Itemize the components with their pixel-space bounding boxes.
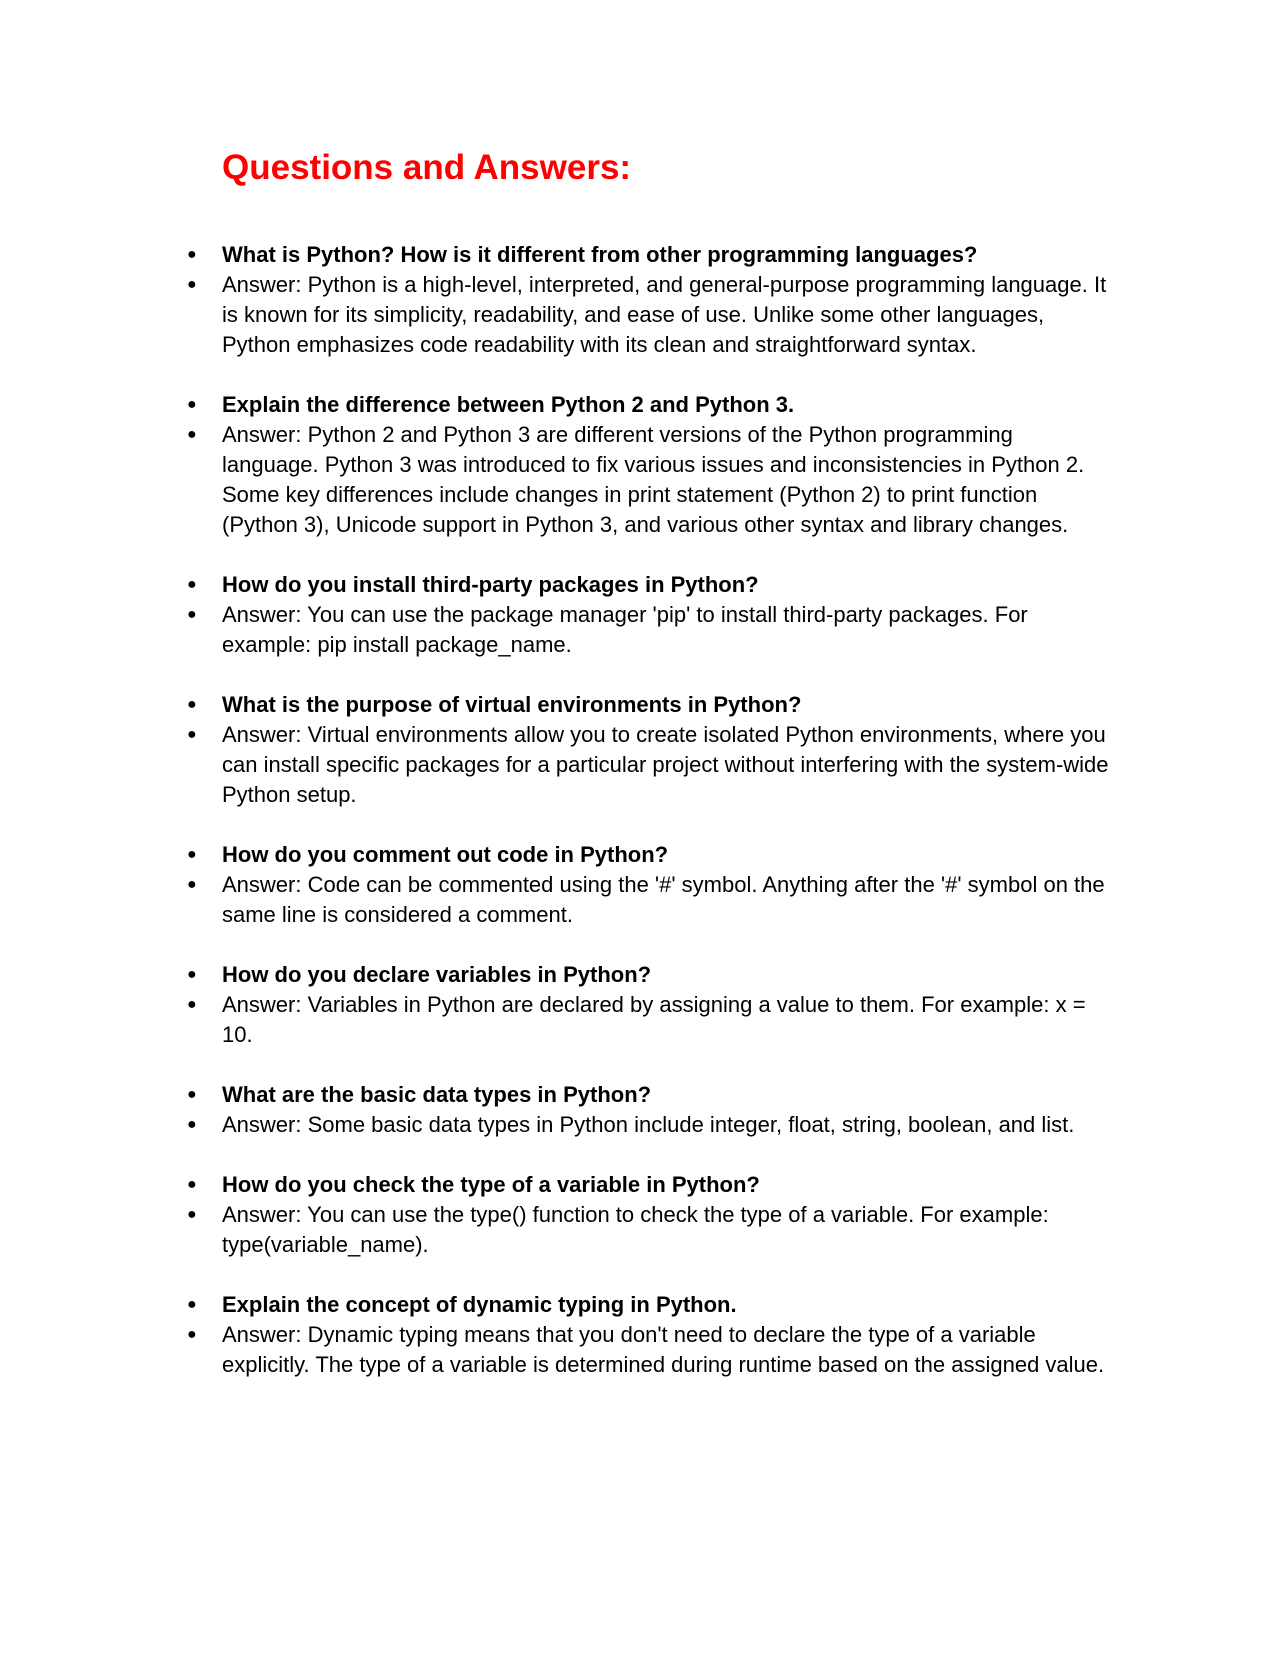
question-text: What is Python? How is it different from other programming languages? (222, 242, 978, 267)
bullet-icon: ● (187, 606, 197, 623)
question-text: Explain the difference between Python 2 and Python 3. (222, 392, 795, 417)
bullet-icon: ● (187, 246, 197, 263)
bullet-icon: ● (187, 696, 197, 713)
bullet-icon: ● (187, 396, 197, 413)
bullet-icon: ● (187, 846, 197, 863)
question-line (0, 240, 1112, 270)
page-title: Questions and Answers: (222, 148, 632, 187)
qa-item (0, 1290, 1280, 1380)
question-text: What is the purpose of virtual environments in Python? (222, 692, 802, 717)
answer-text: Answer: Variables in Python are declared by assigning a value to them. For example: x = 10. (222, 992, 1086, 1047)
question-line (0, 690, 1112, 720)
question-line (0, 960, 1112, 990)
bullet-icon: ● (187, 726, 197, 743)
answer-text: Answer: You can use the package manager 'pip' to install third-party packages. For example: pip install package_name. (222, 602, 1028, 657)
answer-text: Answer: Virtual environments allow you to create isolated Python environments, where you can install specific packages for a particular project without interfering with the system-wide Python setup. (222, 722, 1109, 807)
answer-line (0, 1320, 1112, 1380)
qa-item (0, 570, 1280, 660)
bullet-icon: ● (187, 576, 197, 593)
qa-list (0, 240, 1280, 1410)
qa-item (0, 240, 1280, 360)
answer-line (0, 720, 1112, 810)
question-text: How do you check the type of a variable in Python? (222, 1172, 760, 1197)
bullet-icon: ● (187, 1086, 197, 1103)
bullet-icon: ● (187, 876, 197, 893)
qa-item (0, 960, 1280, 1050)
bullet-icon: ● (187, 1206, 197, 1223)
answer-line (0, 870, 1112, 930)
qa-item (0, 840, 1280, 930)
answer-line (0, 420, 1112, 540)
answer-text: Answer: Some basic data types in Python include integer, float, string, boolean, and list. (222, 1112, 1075, 1137)
question-text: How do you comment out code in Python? (222, 842, 669, 867)
qa-item (0, 390, 1280, 540)
answer-line (0, 1200, 1112, 1260)
question-line (0, 1170, 1112, 1200)
bullet-icon: ● (187, 1116, 197, 1133)
bullet-icon: ● (187, 1296, 197, 1313)
answer-text: Answer: Python is a high-level, interpreted, and general-purpose programming language. It is known for its simplicity, readability, and ease of use. Unlike some other languages, Python emphasizes code readability with its clean and straightforward syntax. (222, 272, 1107, 357)
question-line (0, 840, 1112, 870)
question-line (0, 1290, 1112, 1320)
qa-item (0, 1080, 1280, 1140)
answer-text: Answer: Dynamic typing means that you don't need to declare the type of a variable explicitly. The type of a variable is determined during runtime based on the assigned value. (222, 1322, 1105, 1377)
bullet-icon: ● (187, 276, 197, 293)
bullet-icon: ● (187, 996, 197, 1013)
answer-line (0, 990, 1112, 1050)
answer-text: Answer: Python 2 and Python 3 are different versions of the Python programming language. Python 3 was introduced to fix various issues and inconsistencies in Python 2. Some key differences include changes in print statement (Python 2) to print function (Python 3), Unicode support in Python 3, and various other syntax and library changes. (222, 422, 1085, 537)
question-text: Explain the concept of dynamic typing in Python. (222, 1292, 737, 1317)
bullet-icon: ● (187, 1326, 197, 1343)
question-line (0, 1080, 1112, 1110)
qa-item (0, 1170, 1280, 1260)
question-text: How do you install third-party packages in Python? (222, 572, 759, 597)
question-line (0, 570, 1112, 600)
answer-line (0, 270, 1112, 360)
qa-item (0, 690, 1280, 810)
bullet-icon: ● (187, 966, 197, 983)
bullet-icon: ● (187, 1176, 197, 1193)
question-text: What are the basic data types in Python? (222, 1082, 652, 1107)
answer-text: Answer: You can use the type() function to check the type of a variable. For example: type(variable_name). (222, 1202, 1049, 1257)
bullet-icon: ● (187, 426, 197, 443)
answer-line (0, 1110, 1112, 1140)
question-text: How do you declare variables in Python? (222, 962, 652, 987)
answer-text: Answer: Code can be commented using the '#' symbol. Anything after the '#' symbol on the same line is considered a comment. (222, 872, 1105, 927)
answer-line (0, 600, 1112, 660)
question-line (0, 390, 1112, 420)
